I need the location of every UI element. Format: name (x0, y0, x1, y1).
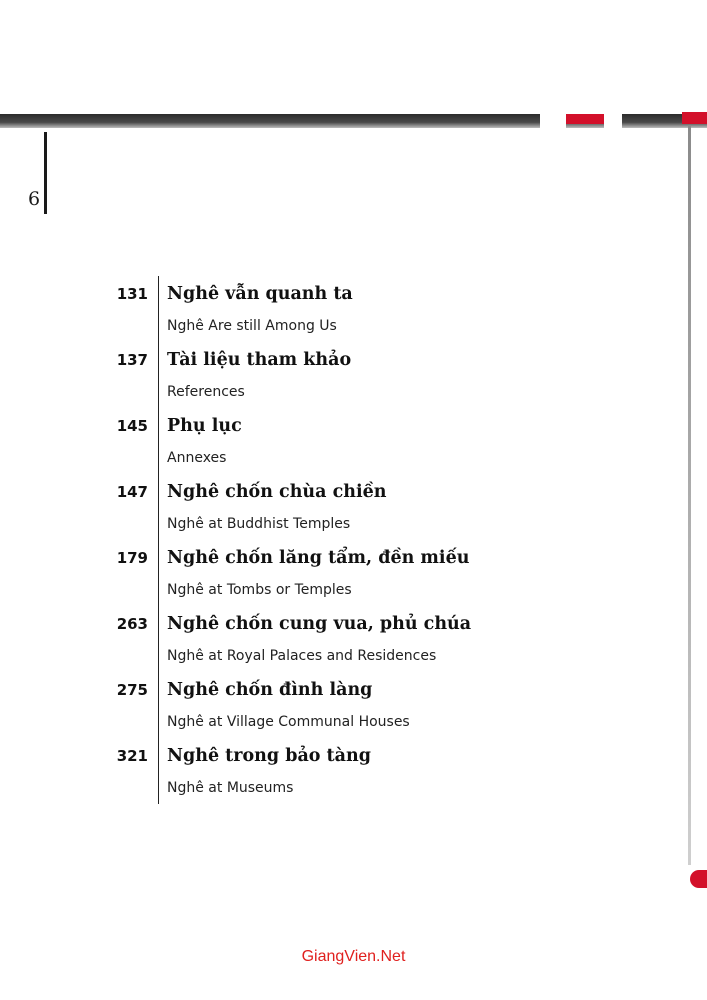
watermark-text: GiangVien.Net (301, 948, 406, 965)
toc-title-english: Nghê Are still Among Us (167, 318, 337, 334)
toc-title-vietnamese: Nghê chốn lăng tẩm, đền miếu (167, 548, 470, 568)
toc-page-number: 179 (116, 549, 148, 567)
toc-page-number: 145 (116, 417, 148, 435)
toc-entry-body (158, 342, 668, 408)
toc-title-english: Nghê at Tombs or Temples (167, 582, 352, 598)
toc-entry (108, 276, 668, 342)
toc-entry-body (158, 276, 668, 342)
red-accent-mark (690, 870, 707, 888)
page-number-rule (44, 132, 47, 214)
scan-bar-gap (604, 114, 622, 128)
red-accent-mark (566, 114, 604, 124)
toc-title-english: Annexes (167, 450, 227, 466)
toc-entry (108, 408, 668, 474)
toc-title-vietnamese: Nghê chốn chùa chiền (167, 482, 387, 502)
toc-title-vietnamese: Nghê chốn đình làng (167, 680, 373, 700)
toc-title-english: References (167, 384, 245, 400)
toc-entry-body (158, 474, 668, 540)
toc-entry (108, 606, 668, 672)
toc-title-vietnamese: Tài liệu tham khảo (167, 350, 352, 370)
toc-entry (108, 474, 668, 540)
toc-title-english: Nghê at Royal Palaces and Residences (167, 648, 437, 664)
toc-page-number: 147 (116, 483, 148, 501)
table-of-contents (108, 276, 668, 804)
toc-page-number: 137 (116, 351, 148, 369)
toc-entry-body (158, 672, 668, 738)
scan-bar-gap (540, 114, 566, 128)
page-number: 6 (28, 188, 41, 210)
toc-title-vietnamese: Nghê vẫn quanh ta (167, 284, 353, 304)
toc-entry (108, 342, 668, 408)
toc-page-number: 131 (116, 285, 148, 303)
toc-title-english: Nghê at Village Communal Houses (167, 714, 410, 730)
toc-entry (108, 540, 668, 606)
toc-entry (108, 738, 668, 804)
toc-page-number: 321 (116, 747, 148, 765)
page-edge-shadow (688, 125, 691, 865)
red-accent-mark (682, 112, 707, 124)
toc-title-english: Nghê at Museums (167, 780, 294, 796)
toc-entry-body (158, 738, 668, 804)
toc-title-vietnamese: Nghê trong bảo tàng (167, 746, 371, 766)
toc-entry-body (158, 408, 668, 474)
toc-title-vietnamese: Nghê chốn cung vua, phủ chúa (167, 614, 472, 634)
toc-title-vietnamese: Phụ lục (167, 416, 242, 436)
toc-entry (108, 672, 668, 738)
toc-entry-body (158, 606, 668, 672)
toc-page-number: 275 (116, 681, 148, 699)
toc-entry-body (158, 540, 668, 606)
toc-page-number: 263 (116, 615, 148, 633)
toc-title-english: Nghê at Buddhist Temples (167, 516, 351, 532)
